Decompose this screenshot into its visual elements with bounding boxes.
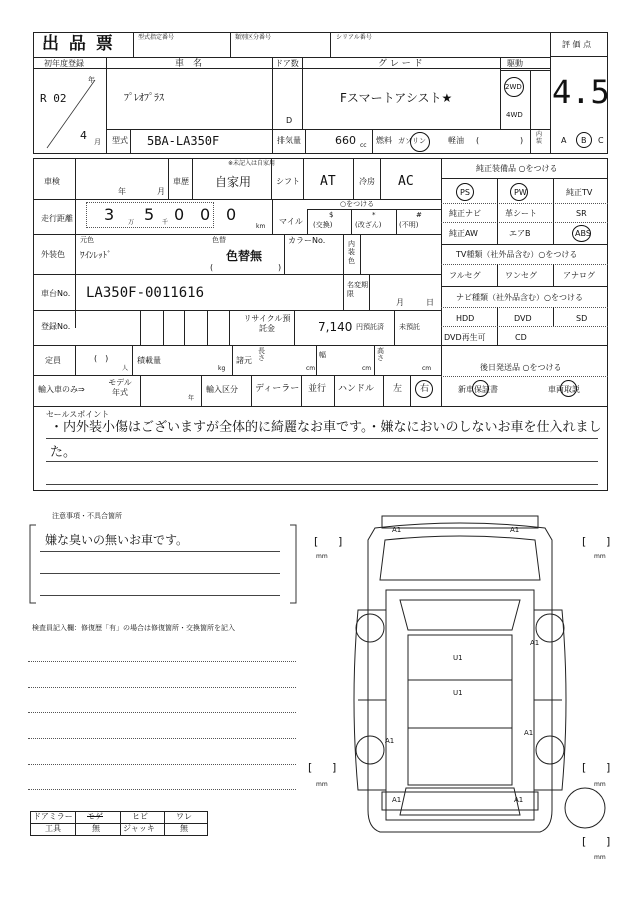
recycle-value: 7,140 <box>318 320 353 334</box>
mileage-hash-sub: (不明) <box>399 221 419 229</box>
fuel-gasoline: ガソリン <box>398 137 426 145</box>
history-label: 車歴 <box>173 177 189 186</box>
damage-mark: U1 <box>453 654 463 662</box>
name-change-day: 日 <box>426 298 434 307</box>
model-label: 型式 <box>112 136 128 145</box>
ac-value: AC <box>398 174 414 189</box>
option-abs: ABS <box>575 229 591 238</box>
mileage-circle-label: ○をつける <box>340 200 375 208</box>
shift-label: シフト <box>276 177 300 186</box>
tv-oneseg: ワンセグ <box>505 271 537 280</box>
option-sr: SR <box>576 209 587 218</box>
drive-4wd: 4WD <box>506 111 523 119</box>
fuel-paren-right: ) <box>520 136 524 145</box>
height-cm: cm <box>422 365 432 372</box>
break-label: ワレ <box>176 812 192 821</box>
mileage-label: 走行距離 <box>41 214 73 223</box>
name-change-month: 月 <box>396 298 404 307</box>
model-year-unit: 年 <box>188 395 195 402</box>
handle-label: ハンドル <box>338 384 375 394</box>
inspector-label: 検査員記入欄：修復歴「有」の場合は修復箇所・交換箇所を記入 <box>32 624 235 632</box>
later-title: 後日発送品 ○をつける <box>480 363 562 372</box>
damage-mark: A1 <box>392 526 402 534</box>
option-pw: PW <box>514 188 527 197</box>
mileage-mile: マイル <box>279 217 303 226</box>
damage-mark: A1 <box>524 729 534 737</box>
score-label: 評 価 点 <box>562 40 592 49</box>
fuel-gasoline-circle <box>410 132 430 152</box>
mm-bracket-left: [ <box>582 761 587 774</box>
import-label: 輸入車のみ⇒ <box>38 385 85 394</box>
navi-hdd: HDD <box>456 314 475 323</box>
model-designation-label: 型式指定番号 <box>138 34 175 41</box>
mm-bracket-right: ] <box>606 761 611 774</box>
navi-sd: SD <box>576 314 588 323</box>
mm-unit: mm <box>594 553 606 560</box>
import-category-label: 輸入区分 <box>206 385 238 394</box>
inspection-year-unit: 年 <box>118 187 126 196</box>
sales-point-line-1: ・内外装小傷はございますが全体的に綺麗なお車です。・嫌なにおいのしないお車を仕入れまし <box>50 420 602 435</box>
height-label: 高さ <box>377 347 384 362</box>
tv-title: TV種類（社外品含む）○をつける <box>456 250 578 259</box>
interior-grade-b-circle <box>576 132 592 148</box>
later-warranty-circle <box>472 380 489 397</box>
mileage-dollar-sub: (交換) <box>313 221 333 229</box>
mirror-value: モゲ <box>87 812 103 821</box>
mm-bracket-right: ] <box>606 835 611 848</box>
options-title: 純正装備品 ○をつける <box>476 164 558 173</box>
import-parallel: 並行 <box>308 384 327 394</box>
sales-point-line-2: た。 <box>50 445 77 460</box>
navi-title: ナビ種類（社外品含む）○をつける <box>456 293 583 302</box>
displacement-unit: cc <box>360 142 367 149</box>
shift-value: AT <box>320 174 336 189</box>
car-name-value: ﾌﾟﾚｵﾌﾟﾗｽ <box>124 93 164 104</box>
capacity-label: 定員 <box>45 356 61 365</box>
width-label: 幅 <box>319 351 326 359</box>
exterior-label: 外装色 <box>41 250 65 259</box>
reg-era-year: R 02 <box>40 92 67 105</box>
mirror-label: ドアミラー <box>33 812 73 821</box>
option-navi: 純正ナビ <box>449 209 481 218</box>
jack-label: ジャッキ <box>123 824 155 833</box>
later-manual-circle <box>560 380 577 397</box>
displacement-label: 排気量 <box>277 136 301 145</box>
later-manual: 車両取説 <box>548 385 580 394</box>
later-warranty: 新車保証書 <box>458 385 498 394</box>
damage-mark: A1 <box>385 737 395 745</box>
chassis-value: LA350F-0011616 <box>86 285 205 301</box>
option-abs-circle <box>572 225 591 242</box>
mm-bracket-left: [ <box>314 535 319 548</box>
dvd-cd: CD <box>515 333 527 342</box>
import-dealer: ディーラー <box>255 384 300 394</box>
mileage-digit-1: 3 <box>104 205 115 224</box>
mileage-dollar: $ <box>329 211 334 219</box>
mm-bracket-right: ] <box>606 535 611 548</box>
option-ps: PS <box>460 188 470 197</box>
notes-text: 嫌な臭いの無いお車です。 <box>45 533 189 547</box>
interior-grade-a: A <box>561 136 567 145</box>
mileage-star: * <box>372 211 376 219</box>
mileage-hash: # <box>416 211 422 219</box>
fuel-label: 燃料 <box>376 136 392 145</box>
tv-analog: アナログ <box>563 271 595 280</box>
mileage-star-sub: (改ざん) <box>355 221 382 229</box>
reg-year-unit: 年 <box>88 76 95 84</box>
crack-label: ヒビ <box>132 812 148 821</box>
capacity-person: 人 <box>122 365 129 372</box>
option-leather: 革シート <box>505 209 537 218</box>
damage-mark: A1 <box>392 796 402 804</box>
history-note: ※未記入は自家用 <box>228 160 276 167</box>
grade-value: Fスマートアシスト★ <box>340 91 453 105</box>
registration-label: 登録No. <box>41 322 71 331</box>
reg-month: 4 <box>80 129 87 142</box>
mileage-digit-3: 0 <box>174 205 185 224</box>
handle-left: 左 <box>393 384 403 394</box>
notes-label: 注意事項・不具合箇所 <box>52 512 122 520</box>
mm-bracket-left: [ <box>582 535 587 548</box>
mm-unit: mm <box>594 854 606 861</box>
model-year-label: モデル年式 <box>108 378 132 397</box>
capacity-paren: ( ) <box>94 354 109 363</box>
mm-bracket-left: [ <box>582 835 587 848</box>
interior-grade-b: B <box>581 136 587 145</box>
fuel-paren-left: ( <box>476 136 480 145</box>
dvd-playback: DVD再生可 <box>444 333 486 342</box>
mileage-digit-2: 5 <box>144 205 155 224</box>
mileage-unit: km <box>256 223 266 230</box>
history-value: 自家用 <box>215 175 252 189</box>
mileage-sen: 千 <box>162 219 169 226</box>
exterior-repaint-value: 色替無 <box>226 249 263 263</box>
car-name-label: 車 名 <box>175 59 203 69</box>
model-value: 5BA-LA350F <box>147 134 220 148</box>
damage-mark: A1 <box>514 796 524 804</box>
doors-label: ドア数 <box>275 59 299 68</box>
option-airbag: エアB <box>509 229 531 238</box>
recycle-label: リサイクル預託金 <box>243 314 291 334</box>
handle-right: 右 <box>420 384 430 394</box>
exterior-orig-value: ﾜｲﾝﾚｯﾄﾞ <box>80 251 112 261</box>
length-cm: cm <box>306 365 316 372</box>
option-ps-circle <box>456 183 474 201</box>
interior-color-label: 内装色 <box>348 240 355 265</box>
navi-dvd: DVD <box>514 314 532 323</box>
mm-bracket-right: ] <box>332 761 337 774</box>
fuel-diesel: 軽油 <box>448 136 464 145</box>
mileage-man: 万 <box>128 219 135 226</box>
exterior-paren-left: ( <box>210 263 214 272</box>
mm-bracket-right: ] <box>338 535 343 548</box>
category-number-label: 類別区分番号 <box>235 34 272 41</box>
grade-label: グ レ ー ド <box>378 59 423 69</box>
load-kg: kg <box>218 365 226 372</box>
inspection-label: 車検 <box>44 177 60 186</box>
drive-label: 駆動 <box>507 59 523 68</box>
inspection-month-unit: 月 <box>157 187 165 196</box>
evaluation-score: 4.5 <box>552 73 610 111</box>
ac-label: 冷房 <box>359 177 375 186</box>
displacement-value: 660 <box>335 134 356 147</box>
exterior-repaint-label: 色替 <box>212 236 226 244</box>
length-label: 長さ <box>258 347 265 362</box>
recycle-not: 未預託 <box>399 323 420 331</box>
mm-bracket-left: [ <box>308 761 313 774</box>
recycle-unit: 円預託済 <box>356 323 384 331</box>
jack-value: 無 <box>180 824 188 833</box>
option-pw-circle <box>510 183 528 201</box>
drive-2wd: 2WD <box>505 83 522 91</box>
damage-mark: A1 <box>530 639 540 647</box>
handle-right-circle <box>415 380 433 398</box>
exterior-orig-label: 元色 <box>80 236 94 244</box>
mm-unit: mm <box>594 781 606 788</box>
mm-unit: mm <box>316 781 328 788</box>
tools-value: 無 <box>92 824 100 833</box>
serial-number-label: シリアル番号 <box>336 34 372 41</box>
load-label: 積載量 <box>137 356 161 365</box>
damage-mark: A1 <box>510 526 520 534</box>
reg-month-unit: 月 <box>94 138 101 146</box>
name-change-label: 名変期限 <box>347 281 368 299</box>
tv-fullseg: フルセグ <box>449 271 481 280</box>
interior-grade-label: 内装 <box>536 131 543 145</box>
doors-value: D <box>286 116 293 125</box>
chassis-label: 車台No. <box>41 289 71 298</box>
exterior-paren-right: ) <box>278 263 282 272</box>
mm-unit: mm <box>316 553 328 560</box>
dims-label: 諸元 <box>236 356 252 365</box>
tools-label: 工具 <box>45 824 61 833</box>
mileage-digit-4: 0 <box>200 205 211 224</box>
option-tv: 純正TV <box>566 188 593 197</box>
color-no-label: カラーNo. <box>288 236 326 245</box>
page-title: 出 品 票 <box>42 34 115 54</box>
mileage-digit-5: 0 <box>226 205 237 224</box>
interior-grade-c: C <box>598 136 604 145</box>
first-registration-label: 初年度登録 <box>44 59 84 68</box>
option-aw: 純正AW <box>449 229 478 238</box>
damage-mark: U1 <box>453 689 463 697</box>
width-cm: cm <box>362 365 372 372</box>
sales-point-label: セールスポイント <box>46 410 110 419</box>
